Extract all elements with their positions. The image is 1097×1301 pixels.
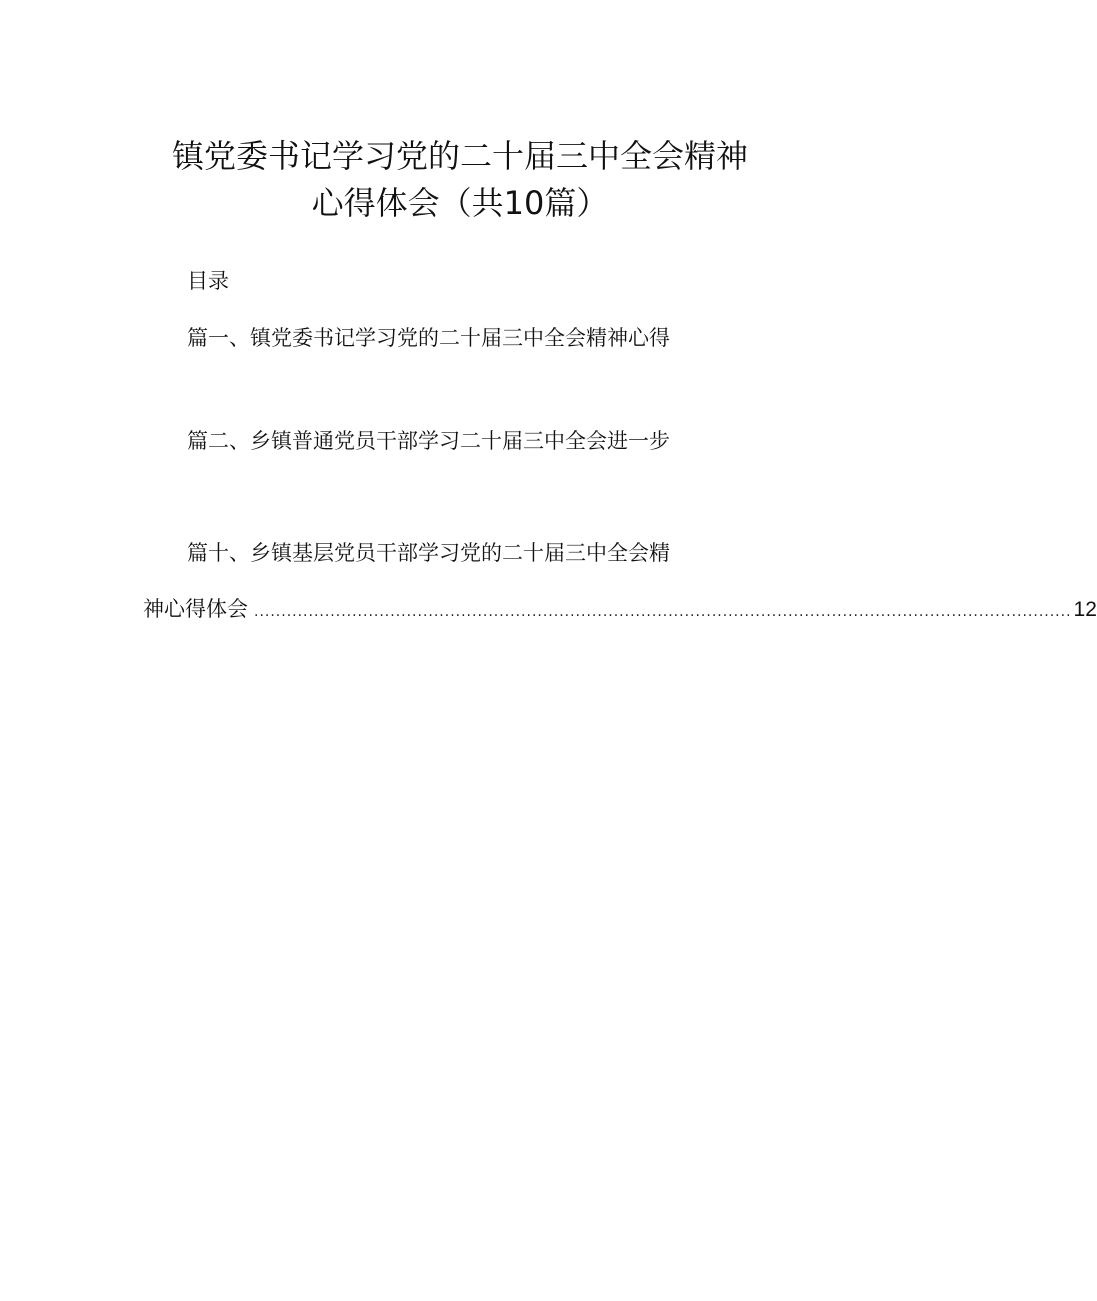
- toc-heading: 目录: [187, 269, 229, 293]
- document-title-line-2: 心得体会（共10篇）: [311, 184, 609, 222]
- toc-entry-10-continuation-text: 神心得体会: [143, 597, 248, 621]
- toc-entry-10[interactable]: 篇十、乡镇基层党员干部学习党的二十届三中全会精: [187, 541, 670, 565]
- document-title-line-1: 镇党委书记学习党的二十届三中全会精神: [171, 137, 748, 175]
- toc-entry-1[interactable]: 篇一、镇党委书记学习党的二十届三中全会精神心得: [187, 326, 670, 350]
- toc-entry-2[interactable]: 篇二、乡镇普通党员干部学习二十届三中全会进一步: [187, 429, 670, 453]
- toc-entry-10-page-number: 12: [1073, 598, 1097, 621]
- toc-entry-10-continuation[interactable]: [143, 594, 1097, 627]
- toc-dot-leader: ......................................................................................................................................................: [254, 604, 1072, 620]
